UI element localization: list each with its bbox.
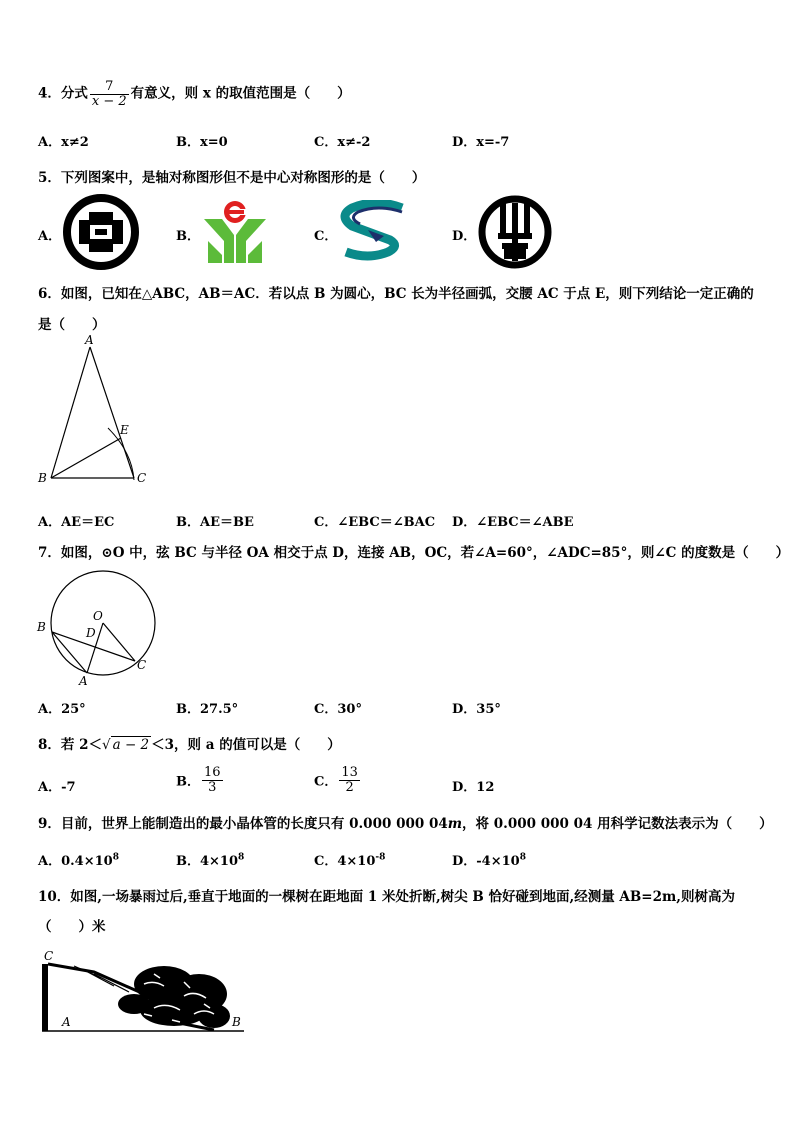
- q7-label-b: B: [37, 620, 46, 634]
- q8-option-b-num: 16: [204, 765, 221, 780]
- q8-option-c-fraction: [339, 766, 360, 794]
- q10-label-b: B: [232, 1015, 241, 1029]
- q4-fraction: [90, 80, 129, 108]
- q9-option-c: [314, 850, 385, 869]
- question-8: [38, 733, 341, 753]
- q10-label-a: A: [62, 1015, 71, 1029]
- q6-option-b: B．AE＝BE: [176, 515, 254, 530]
- q9-option-c-base: C．4×10: [314, 854, 376, 869]
- q8-option-c: [314, 766, 362, 794]
- q9-option-b-exp: 8: [238, 852, 245, 863]
- q9-option-d-exp: 8: [519, 852, 526, 863]
- q8-option-b-label: B．: [176, 774, 200, 790]
- q10-foliage: [118, 966, 230, 1028]
- q4-prefix: 4．分式: [38, 85, 88, 102]
- q6-option-c: C．∠EBC＝∠BAC: [314, 515, 436, 530]
- q8-option-d: D．12: [452, 780, 495, 795]
- coin-logo-icon: [62, 193, 140, 271]
- q9-unit: m: [447, 816, 463, 832]
- q5-label-c: C．: [314, 229, 338, 244]
- q8-option-a: A．-7: [38, 780, 76, 795]
- q9-option-a: [38, 850, 119, 869]
- q8-option-c-label: C．: [314, 774, 338, 790]
- q5-label-b: B．: [176, 229, 200, 244]
- q9-option-d-base: D．-4×10: [452, 854, 520, 869]
- q8-option-b: [176, 766, 225, 794]
- q8-option-b-den: 3: [208, 779, 217, 795]
- q10-tree-figure: [34, 944, 254, 1039]
- q9-text-a: 9．目前，世界上能制造出的最小晶体管的长度只有 0.000 000 04: [38, 816, 448, 832]
- q4-suffix: 有意义，则 x 的取值范围是（ ）: [130, 85, 351, 102]
- q7-option-c: C．30°: [314, 702, 362, 717]
- bank-green-logo-icon: [200, 197, 270, 267]
- q7-label-d: D: [86, 626, 96, 640]
- q6-side-ac: [90, 347, 134, 478]
- q7-option-a: A．25°: [38, 702, 86, 717]
- q6-option-d: D．∠EBC＝∠ABE: [452, 515, 574, 530]
- q4-option-d: D．x=-7: [452, 135, 510, 150]
- question-9: [38, 812, 773, 832]
- q9-option-c-exp: -8: [375, 852, 386, 863]
- q4-frac-denominator: x − 2: [91, 93, 127, 109]
- q9-text-b: ，将 0.000 000 04 用科学记数法表示为（ ）: [462, 816, 773, 832]
- q9-option-d: [452, 850, 526, 869]
- q8-prefix: 8．若 2＜: [38, 737, 102, 753]
- q10-trunk: [42, 964, 48, 1031]
- q6-label-e: E: [120, 423, 129, 437]
- q7-circle-figure: [34, 565, 164, 690]
- q8-suffix: ＜3，则 a 的值可以是（ ）: [151, 737, 341, 753]
- q8-option-c-den: 2: [345, 779, 354, 795]
- q10-label-c: C: [44, 949, 54, 963]
- q7-label-o: O: [93, 609, 103, 623]
- question-7: 7．如图，⊙O 中，弦 BC 与半径 OA 相交于点 D，连接 AB，OC，若∠A=60°，∠ADC=85°，则∠C 的度数是（ ）: [38, 545, 790, 561]
- q9-option-b-base: B．4×10: [176, 854, 239, 869]
- q4-frac-numerator: 7: [90, 80, 129, 95]
- q6-label-c: C: [137, 471, 147, 485]
- q5-label-a: A．: [38, 229, 62, 244]
- q6-label-b: B: [38, 471, 47, 485]
- question-10-line1: 10．如图,一场暴雨过后,垂直于地面的一棵树在距地面 1 米处折断,树尖 B 恰好碰到地面,经测量 AB=2m,则树高为: [38, 889, 735, 905]
- q6-label-a: A: [85, 333, 94, 347]
- q4-option-c: C．x≠-2: [314, 135, 371, 150]
- q4-option-b: B．x=0: [176, 135, 228, 150]
- q6-side-ab: [51, 347, 90, 478]
- q4-option-a: A．x≠2: [38, 135, 89, 150]
- agricultural-bank-logo-icon: [476, 193, 554, 271]
- q9-option-a-exp: 8: [112, 852, 119, 863]
- q9-option-b: [176, 850, 244, 869]
- q7-option-b: B．27.5°: [176, 702, 239, 717]
- q7-label-a: A: [79, 674, 88, 688]
- q8-sqrt: √ a − 2: [102, 737, 150, 753]
- q8-radicand: a − 2: [112, 737, 150, 753]
- question-4: [38, 80, 351, 108]
- question-10-line2: （ ）米: [38, 919, 106, 935]
- citic-s-logo-icon: [338, 200, 414, 264]
- question-6-line1: 6．如图，已知在△ABC，AB＝AC．若以点 B 为圆心，BC 长为半径画弧，交腰 AC 于点 E，则下列结论一定正确的: [38, 286, 754, 302]
- q7-option-d: D．35°: [452, 702, 501, 717]
- question-6-line2: 是（ ）: [38, 317, 106, 333]
- q5-label-d: D．: [452, 229, 477, 244]
- q6-option-a: A．AE＝EC: [38, 515, 115, 530]
- q8-option-c-num: 13: [341, 765, 358, 780]
- question-5: 5．下列图案中，是轴对称图形但不是中心对称图形的是（ ）: [38, 170, 426, 186]
- q9-option-a-base: A．0.4×10: [38, 854, 113, 869]
- q8-option-b-fraction: [202, 766, 223, 794]
- q6-triangle-figure: [30, 330, 160, 495]
- q7-label-c: C: [137, 658, 147, 672]
